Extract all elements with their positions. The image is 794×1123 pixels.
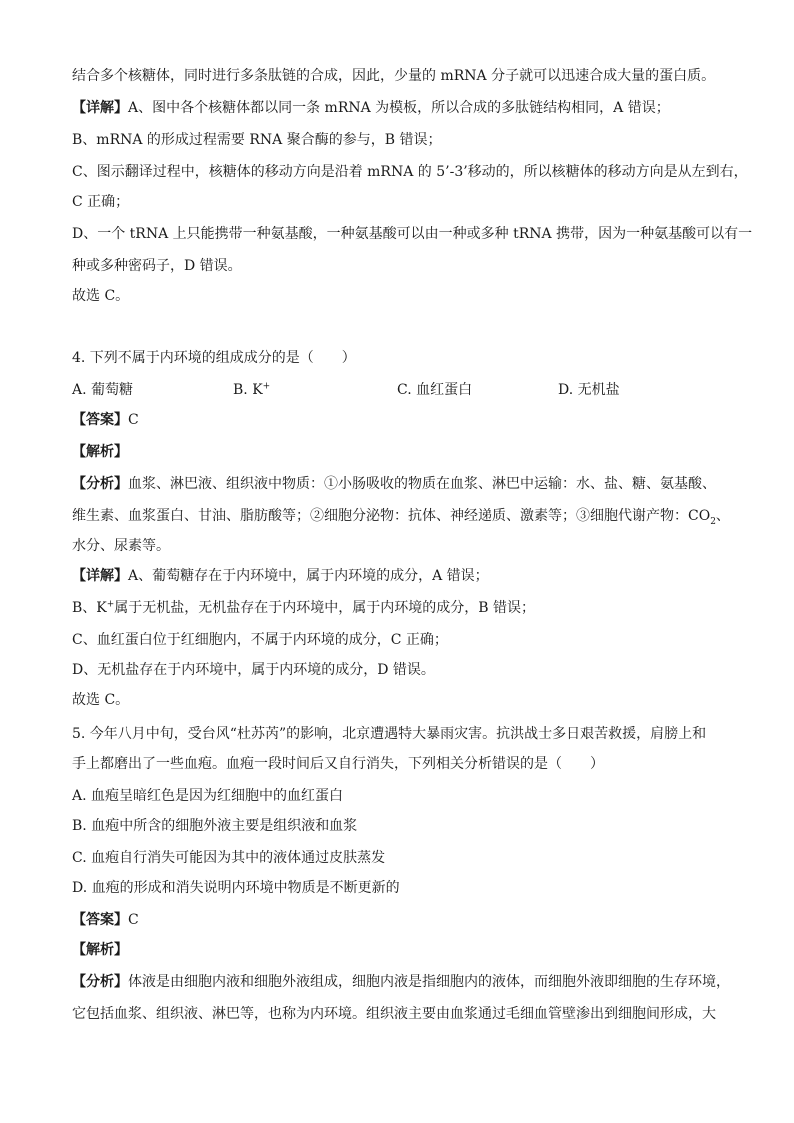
text-segment: B、K (72, 600, 107, 616)
text-line: D、无机盐存在于内环境中，属于内环境的成分，D 错误。 (72, 662, 435, 678)
text-segment: 血浆、淋巴液、组织液中物质：①小肠吸收的物质在血浆、淋巴中运输：水、盐、糖、氨基酸、 (128, 476, 716, 492)
superscript: + (262, 381, 271, 392)
text-line: 它包括血浆、组织液、淋巴等，也称为内环境。组织液主要由血浆通过毛细血管壁渗出到细胞间形成，大 (72, 1006, 716, 1022)
text-line: 水分、尿素等。 (72, 538, 170, 554)
text-line: C、血红蛋白位于红细胞内，不属于内环境的成分，C 正确； (72, 632, 448, 648)
text-segment: 、 (715, 508, 730, 524)
option-c: C. 血红蛋白 (397, 382, 473, 398)
text-line: 结合多个核糖体，同时进行多条肽链的合成，因此，少量的 mRNA 分子就可以迅速合成大量的蛋白质。 (72, 68, 716, 84)
text-line: C、图示翻译过程中，核糖体的移动方向是沿着 mRNA 的 5’-3’移动的，所以核糖体的移动方向是从左到右， (72, 164, 748, 180)
option-d: D. 血疱的形成和消失说明内环境中物质是不断更新的 (72, 880, 400, 896)
answer-tag: 【答案】 (72, 412, 128, 428)
analysis-line (72, 474, 722, 494)
answer-value: C (128, 412, 139, 428)
text-line: B、mRNA 的形成过程需要 RNA 聚合酶的参与，B 错误； (72, 132, 442, 148)
answer-line (72, 410, 722, 430)
detail-line (72, 98, 722, 118)
analysis-heading (72, 442, 722, 462)
analysis-label: 【分析】 (72, 974, 128, 990)
text-line: D、一个 tRNA 上只能携带一种氨基酸，一种氨基酸可以由一种或多种 tRNA 携带，因为一种氨基酸可以有一 (72, 226, 753, 242)
analysis-heading (72, 940, 722, 960)
option-b-text: B. K (233, 382, 263, 398)
analysis-tag: 【解析】 (72, 444, 128, 460)
text-segment: A、葡萄糖存在于内环境中，属于内环境的成分，A 错误； (128, 568, 489, 584)
text-line (72, 506, 730, 527)
text-line: 种或多种密码子，D 错误。 (72, 258, 242, 274)
option-c: C. 血疱自行消失可能因为其中的液体通过皮肤蒸发 (72, 850, 386, 866)
text-line (72, 598, 722, 618)
text-segment: 属于无机盐，无机盐存在于内环境中，属于内环境的成分，B 错误； (114, 600, 536, 616)
text-line: C 正确； (72, 194, 130, 210)
text-segment: 维生素、血浆蛋白、甘油、脂肪酸等；②细胞分泌物：抗体、神经递质、激素等；③细胞代谢产物：CO (72, 508, 711, 524)
text-segment: 体液是由细胞内液和细胞外液组成，细胞内液是指细胞内的液体，而细胞外液即细胞的生存环境， (128, 974, 730, 990)
question-stem: 手上都磨出了一些血疱。血疱一段时间后又自行消失，下列相关分析错误的是（ ） (72, 756, 604, 772)
question-stem: 5. 今年八月中旬，受台风“杜苏芮”的影响，北京遭遇特大暴雨灾害。抗洪战士多日艰苦救援，肩膀上和 (72, 726, 707, 742)
subscript: 2 (710, 516, 716, 527)
superscript: + (106, 599, 115, 610)
option-d: D. 无机盐 (558, 382, 620, 398)
text-segment: A、图中各个核糖体都以同一条 mRNA 为模板，所以合成的多肽链结构相同，A 错误； (128, 100, 670, 116)
choose-line: 故选 C。 (72, 692, 130, 708)
option-a: A. 葡萄糖 (72, 382, 134, 398)
detail-line (72, 566, 722, 586)
answer-tag: 【答案】 (72, 912, 128, 928)
analysis-line (72, 972, 730, 992)
detail-tag: 【详解】 (72, 568, 128, 584)
answer-line (72, 910, 722, 930)
answer-value: C (128, 912, 139, 928)
option-a: A. 血疱呈暗红色是因为红细胞中的血红蛋白 (72, 788, 344, 804)
option-b: B. 血疱中所含的细胞外液主要是组织液和血浆 (72, 818, 358, 834)
analysis-label: 【分析】 (72, 476, 128, 492)
detail-tag: 【详解】 (72, 100, 128, 116)
option-b (233, 380, 270, 400)
question-stem: 4. 下列不属于内环境的组成成分的是（ ） (72, 350, 356, 366)
choose-line: 故选 C。 (72, 288, 130, 304)
analysis-tag: 【解析】 (72, 942, 128, 958)
